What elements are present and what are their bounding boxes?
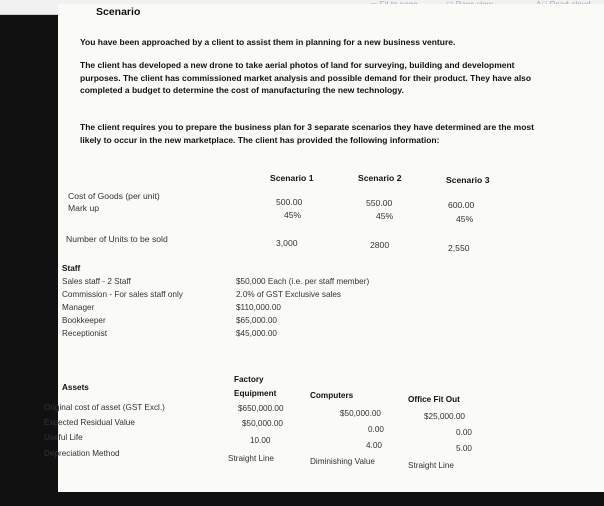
- asset-label-residual: Expected Residual Value: [44, 418, 135, 427]
- staff-label-bookkeeper: Bookkeeper: [62, 316, 106, 325]
- markup-scenario-3: 45%: [456, 214, 474, 224]
- scenario-3-header: Scenario 3: [446, 175, 490, 185]
- units-scenario-3: 2,550: [448, 243, 470, 253]
- computers-header: Computers: [310, 391, 354, 400]
- staff-label-commission: Commission - For sales staff only: [62, 290, 183, 299]
- assets-title: Assets: [62, 383, 89, 392]
- asset-label-useful-life: Useful Life: [44, 433, 83, 442]
- office-residual: 0.00: [456, 428, 472, 437]
- staff-value-manager: $110,000.00: [236, 303, 281, 312]
- computers-useful-life: 4.00: [366, 441, 382, 450]
- description-paragraph: The client has developed a new drone to take aerial photos of land for surveying, building and development purposes. The client has commissioned market analysis and possible demand for their product. They have also completed a budget to determine the cost of manufacturing the new technology.: [80, 60, 532, 95]
- computers-residual: 0.00: [368, 425, 384, 434]
- office-fit-out-header: Office Fit Out: [408, 395, 460, 404]
- markup-label: Mark up: [68, 203, 100, 213]
- factory-original-cost: $650,000.00: [238, 404, 284, 413]
- scenario-2-header: Scenario 2: [358, 173, 402, 183]
- staff-title: Staff: [62, 264, 81, 273]
- page-title: Scenario: [96, 6, 141, 18]
- requirements-paragraph: The client requires you to prepare the business plan for 3 separate scenarios they have determined are the most likely to occur in the new marketplace. The client has provided the following information:: [80, 122, 534, 145]
- staff-value-sales: $50,000 Each (i.e. per staff member): [236, 277, 370, 286]
- markup-scenario-1: 45%: [284, 210, 302, 220]
- units-label: Number of Units to be sold: [66, 234, 168, 244]
- cost-scenario-2: 550.00: [366, 198, 393, 208]
- cost-of-goods-label: Cost of Goods (per unit): [68, 191, 160, 201]
- units-scenario-1: 3,000: [276, 238, 298, 248]
- markup-scenario-2: 45%: [376, 211, 394, 221]
- asset-label-depreciation: Depreciation Method: [44, 449, 120, 458]
- factory-depreciation: Straight Line: [228, 454, 274, 463]
- staff-label-receptionist: Receptionist: [62, 329, 108, 338]
- staff-value-bookkeeper: $65,000.00: [236, 316, 277, 325]
- factory-residual: $50,000.00: [242, 419, 283, 428]
- factory-useful-life: 10.00: [250, 436, 271, 445]
- intro-paragraph: You have been approached by a client to assist them in planning for a new business venture.: [80, 37, 456, 47]
- staff-label-manager: Manager: [62, 303, 95, 312]
- office-depreciation: Straight Line: [408, 461, 454, 470]
- units-scenario-2: 2800: [370, 240, 390, 250]
- computers-original-cost: $50,000.00: [340, 409, 381, 418]
- computers-depreciation: Diminishing Value: [310, 457, 375, 466]
- cost-scenario-1: 500.00: [276, 197, 303, 207]
- document-page: [44, 4, 604, 492]
- factory-equipment-header-line1: Factory: [234, 375, 264, 384]
- staff-value-commission: 2.0% of GST Exclusive sales: [236, 290, 341, 299]
- office-original-cost: $25,000.00: [424, 412, 465, 421]
- asset-label-original-cost: Original cost of asset (GST Excl.): [44, 403, 165, 412]
- staff-label-sales: Sales staff - 2 Staff: [62, 277, 131, 286]
- cost-scenario-3: 600.00: [448, 200, 475, 210]
- factory-equipment-header-line2: Equipment: [234, 389, 277, 398]
- office-useful-life: 5.00: [456, 444, 472, 453]
- staff-value-receptionist: $45,000.00: [236, 329, 277, 338]
- scenario-1-header: Scenario 1: [270, 173, 314, 183]
